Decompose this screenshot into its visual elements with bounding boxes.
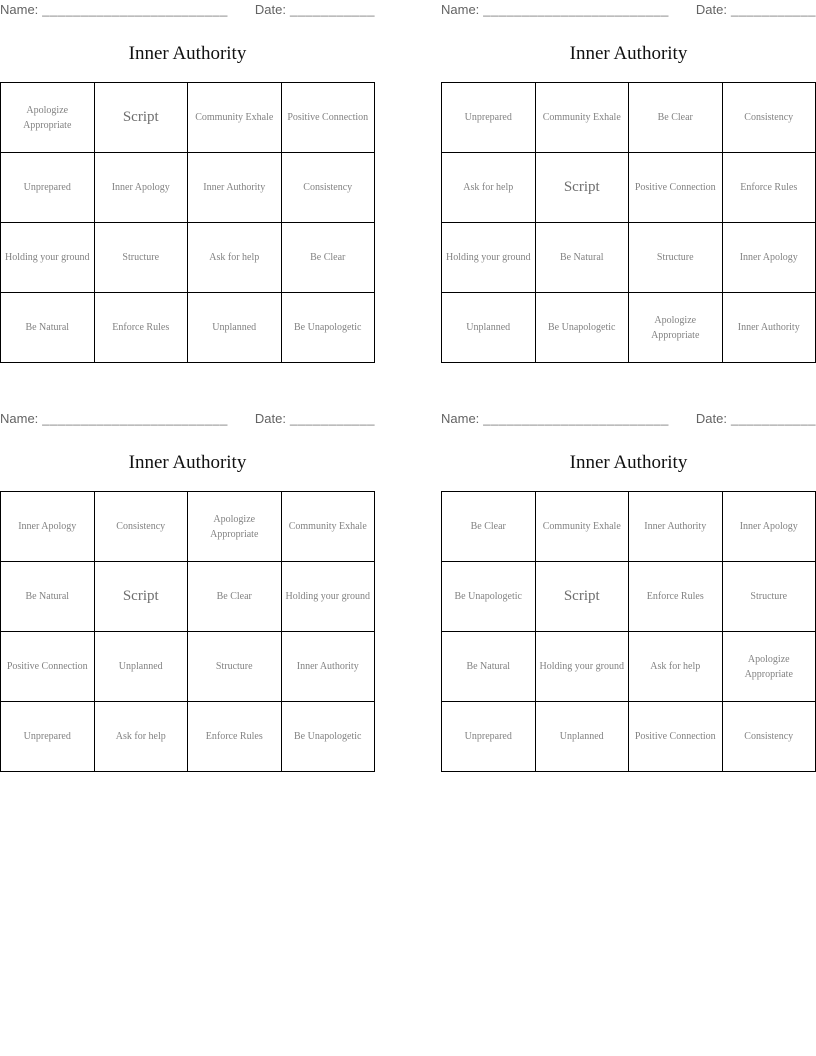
bingo-cell: Be Unapologetic xyxy=(535,293,629,363)
name-label: Name: xyxy=(0,2,39,17)
grid-row xyxy=(442,293,816,363)
header-line xyxy=(441,2,816,17)
name-label: Name: xyxy=(441,411,480,426)
bingo-cell: Be Clear xyxy=(281,223,375,293)
date-label: Date: xyxy=(695,2,727,17)
grid-row xyxy=(442,223,816,293)
bingo-cell: Positive Connection xyxy=(281,83,375,153)
bingo-cell: Inner Authority xyxy=(629,492,723,562)
bingo-cell: Unplanned xyxy=(188,293,282,363)
bingo-cell: Enforce Rules xyxy=(722,153,816,223)
bingo-cell: Positive Connection xyxy=(629,153,723,223)
grid-row xyxy=(1,83,375,153)
bingo-cell: Be Natural xyxy=(1,293,95,363)
bingo-cell: Apologize Appropriate xyxy=(188,492,282,562)
bingo-cell: Ask for help xyxy=(629,632,723,702)
bingo-cell: Community Exhale xyxy=(188,83,282,153)
bingo-cell: Community Exhale xyxy=(281,492,375,562)
bingo-cell: Apologize Appropriate xyxy=(1,83,95,153)
grid-row xyxy=(1,702,375,772)
grid-row xyxy=(442,562,816,632)
bingo-cell: Inner Apology xyxy=(94,153,188,223)
bingo-cell: Consistency xyxy=(281,153,375,223)
bingo-cell: Inner Authority xyxy=(722,293,816,363)
bingo-cell: Ask for help xyxy=(188,223,282,293)
bingo-cell: Be Clear xyxy=(629,83,723,153)
header-line xyxy=(0,411,375,426)
card-title: Inner Authority xyxy=(128,452,247,473)
bingo-cell: Inner Apology xyxy=(722,492,816,562)
name-blank-line: ________________________ xyxy=(483,411,669,426)
bingo-cell: Holding your ground xyxy=(535,632,629,702)
card-title: Inner Authority xyxy=(569,452,688,473)
bingo-cell: Community Exhale xyxy=(535,492,629,562)
date-label: Date: xyxy=(254,411,286,426)
bingo-cell: Script xyxy=(94,83,188,153)
date-label: Date: xyxy=(254,2,286,17)
bingo-cell: Inner Authority xyxy=(281,632,375,702)
bingo-cell: Positive Connection xyxy=(1,632,95,702)
grid-row xyxy=(442,492,816,562)
bingo-grid xyxy=(441,82,816,363)
bingo-cell: Holding your ground xyxy=(442,223,536,293)
name-blank-line: ________________________ xyxy=(483,2,669,17)
bingo-cell: Unplanned xyxy=(442,293,536,363)
name-label: Name: xyxy=(0,411,39,426)
grid-row xyxy=(1,293,375,363)
date-blank-line: ___________ xyxy=(289,2,375,17)
card-title: Inner Authority xyxy=(569,43,688,64)
bingo-cell: Ask for help xyxy=(442,153,536,223)
bingo-card-4 xyxy=(441,409,816,774)
bingo-cell: Positive Connection xyxy=(629,702,723,772)
grid-row xyxy=(442,632,816,702)
bingo-cell: Structure xyxy=(94,223,188,293)
grid-row xyxy=(1,562,375,632)
bingo-cell: Be Clear xyxy=(442,492,536,562)
bingo-cell: Community Exhale xyxy=(535,83,629,153)
bingo-grid xyxy=(0,491,375,772)
bingo-cell: Unprepared xyxy=(1,702,95,772)
bingo-cell: Unprepared xyxy=(442,702,536,772)
bingo-card-1 xyxy=(0,0,375,365)
header-line xyxy=(441,411,816,426)
bingo-cell: Enforce Rules xyxy=(188,702,282,772)
bingo-cell: Unprepared xyxy=(442,83,536,153)
bingo-cell: Script xyxy=(94,562,188,632)
bingo-cell: Holding your ground xyxy=(281,562,375,632)
bingo-cell: Apologize Appropriate xyxy=(722,632,816,702)
card-title: Inner Authority xyxy=(128,43,247,64)
name-blank-line: ________________________ xyxy=(42,411,228,426)
bingo-card-3 xyxy=(0,409,375,774)
date-blank-line: ___________ xyxy=(730,2,816,17)
bingo-cell: Consistency xyxy=(722,83,816,153)
bingo-cell: Enforce Rules xyxy=(94,293,188,363)
bingo-grid xyxy=(441,491,816,772)
bingo-cell: Inner Apology xyxy=(1,492,95,562)
name-blank-line: ________________________ xyxy=(42,2,228,17)
bingo-cell: Be Unapologetic xyxy=(442,562,536,632)
bingo-cell: Unplanned xyxy=(535,702,629,772)
grid-row xyxy=(1,492,375,562)
bingo-cell: Enforce Rules xyxy=(629,562,723,632)
bingo-cell: Be Natural xyxy=(442,632,536,702)
bingo-cell: Consistency xyxy=(94,492,188,562)
bingo-cell: Unplanned xyxy=(94,632,188,702)
bingo-cell: Be Clear xyxy=(188,562,282,632)
bingo-cell: Holding your ground xyxy=(1,223,95,293)
grid-row xyxy=(1,223,375,293)
grid-row xyxy=(442,702,816,772)
bingo-cell: Be Unapologetic xyxy=(281,702,375,772)
grid-row xyxy=(442,153,816,223)
bingo-grid xyxy=(0,82,375,363)
date-blank-line: ___________ xyxy=(730,411,816,426)
bingo-cell: Inner Apology xyxy=(722,223,816,293)
bingo-cell: Be Natural xyxy=(535,223,629,293)
bingo-cell: Structure xyxy=(629,223,723,293)
bingo-cell: Consistency xyxy=(722,702,816,772)
bingo-cell: Be Natural xyxy=(1,562,95,632)
bingo-cell: Be Unapologetic xyxy=(281,293,375,363)
bingo-cell: Apologize Appropriate xyxy=(629,293,723,363)
date-blank-line: ___________ xyxy=(289,411,375,426)
bingo-card-2 xyxy=(441,0,816,365)
grid-row xyxy=(1,632,375,702)
grid-row xyxy=(1,153,375,223)
bingo-cell: Ask for help xyxy=(94,702,188,772)
bingo-cell: Script xyxy=(535,562,629,632)
bingo-cell: Structure xyxy=(188,632,282,702)
grid-row xyxy=(442,83,816,153)
bingo-cell: Structure xyxy=(722,562,816,632)
bingo-cell: Script xyxy=(535,153,629,223)
date-label: Date: xyxy=(695,411,727,426)
bingo-cell: Unprepared xyxy=(1,153,95,223)
header-line xyxy=(0,2,375,17)
name-label: Name: xyxy=(441,2,480,17)
bingo-cell: Inner Authority xyxy=(188,153,282,223)
